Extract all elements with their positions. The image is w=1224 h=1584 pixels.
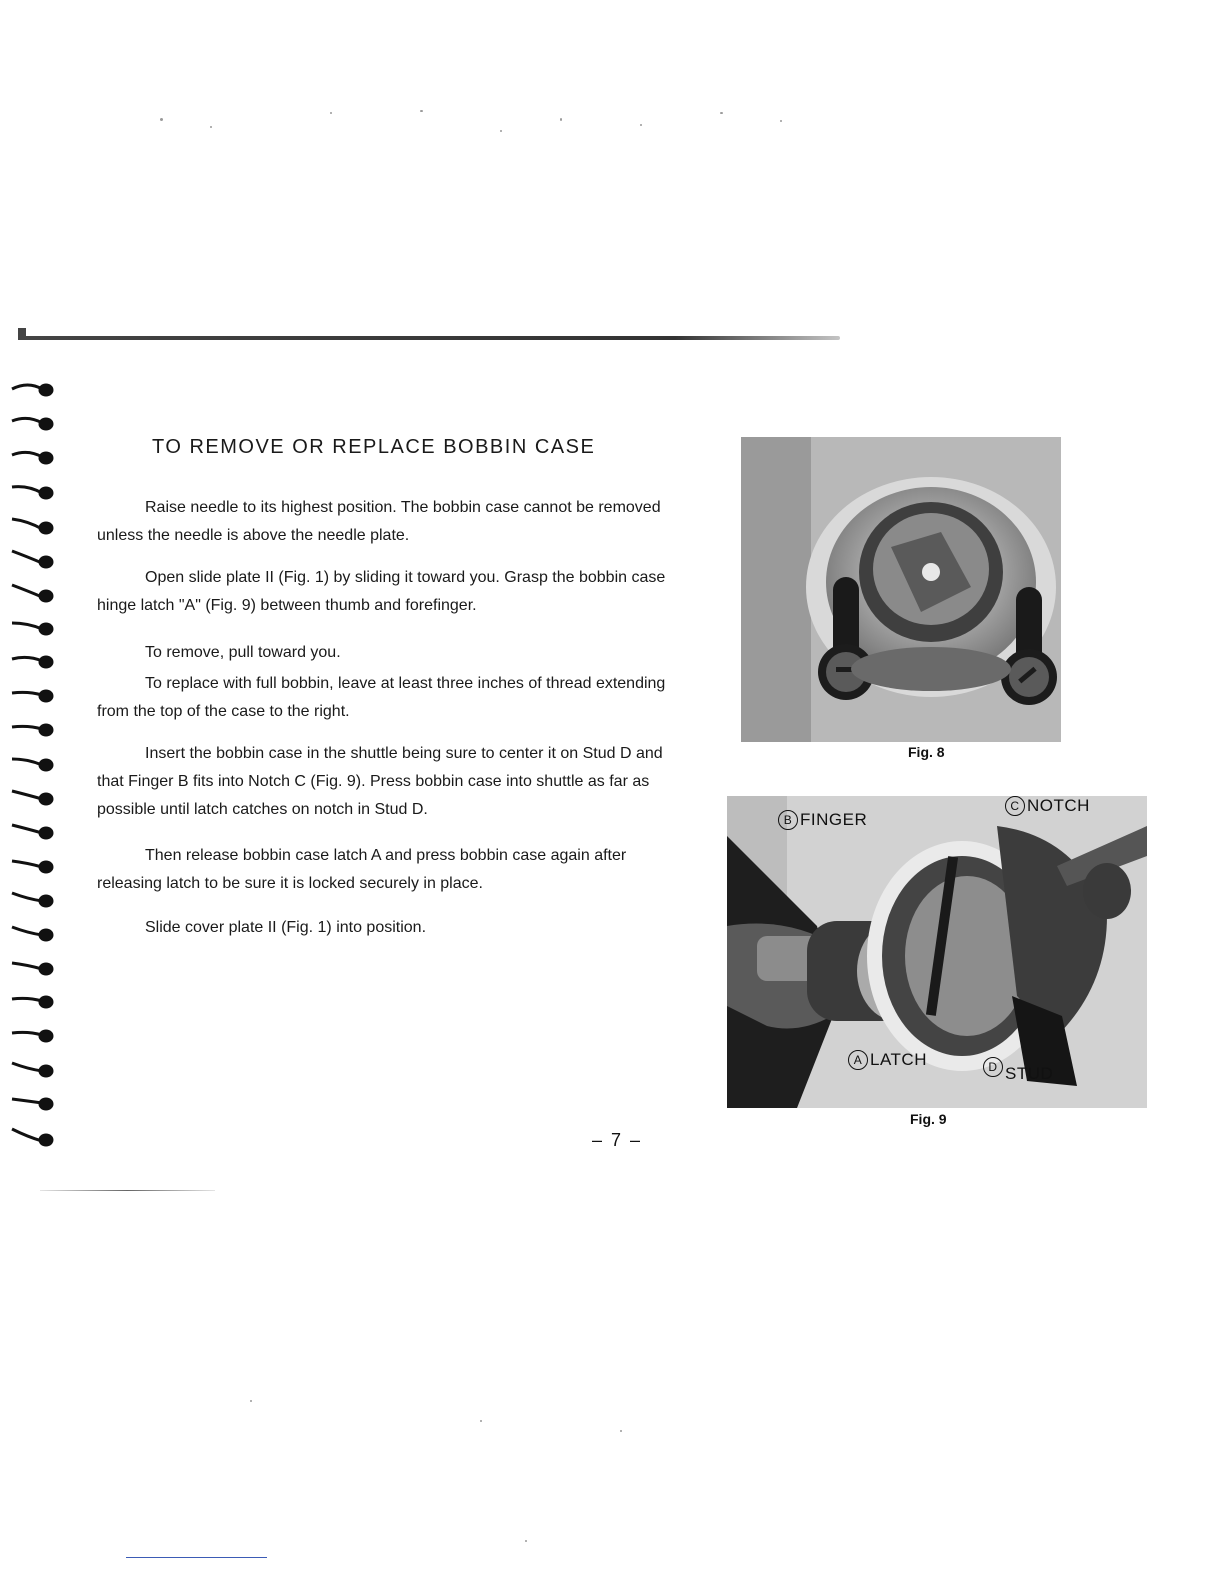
- callout-stud-letter: D: [983, 1057, 1003, 1077]
- paragraph-text: Slide cover plate II (Fig. 1) into position.: [145, 919, 427, 936]
- callout-notch-label: NOTCH: [1027, 796, 1090, 815]
- paragraph-text: Then release bobbin case latch A and press bobbin case again after releasing latch to be sure it is locked securely in place.: [97, 847, 627, 892]
- paragraph-6: [97, 842, 672, 898]
- fig8-bobbin-shuttle-photo: [741, 437, 1061, 742]
- callout-latch-label: LATCH: [870, 1050, 927, 1069]
- paragraph-text: To replace with full bobbin, leave at least three inches of thread extending from the top of the case to the right.: [97, 675, 666, 720]
- top-binding-rule: [18, 336, 840, 340]
- paragraph-7: [97, 914, 672, 942]
- paragraph-4: [97, 670, 672, 726]
- fig9-caption: Fig. 9: [910, 1111, 947, 1127]
- paragraph-text: Insert the bobbin case in the shuttle being sure to center it on Stud D and that Finger B fits into Notch C (Fig. 9). Press bobbin case into shuttle as far as possible until latch catches on notch in Stud D.: [97, 745, 663, 818]
- binding-edge-mark: [40, 1190, 215, 1191]
- callout-latch: [848, 1050, 927, 1070]
- paragraph-1: [97, 494, 672, 550]
- paragraph-text: To remove, pull toward you.: [145, 644, 341, 661]
- callout-finger: [778, 810, 867, 830]
- paragraph-2: [97, 564, 672, 620]
- bottom-edge-line: [126, 1557, 267, 1558]
- fig8-caption: Fig. 8: [908, 744, 945, 760]
- paragraph-text: Open slide plate II (Fig. 1) by sliding it toward you. Grasp the bobbin case hinge latch "A" (Fig. 9) between thumb and forefinger.: [97, 569, 666, 614]
- callout-stud-label: STUD: [1005, 1064, 1054, 1083]
- callout-notch: [1005, 796, 1090, 816]
- page-number: – 7 –: [592, 1130, 643, 1150]
- callout-finger-label: FINGER: [800, 810, 868, 829]
- callout-finger-letter: B: [778, 810, 798, 830]
- page-title: TO REMOVE OR REPLACE BOBBIN CASE: [152, 436, 596, 458]
- paragraph-3: [97, 639, 672, 667]
- paragraph-text: Raise needle to its highest position. The bobbin case cannot be removed unless the needle is above the needle plate.: [97, 499, 661, 544]
- callout-notch-letter: C: [1005, 796, 1025, 816]
- callout-stud: [983, 1050, 1053, 1084]
- paragraph-5: [97, 740, 672, 824]
- callout-latch-letter: A: [848, 1050, 868, 1070]
- fig9-bobbin-case-photo: [727, 796, 1147, 1108]
- spiral-binding: [10, 375, 60, 1165]
